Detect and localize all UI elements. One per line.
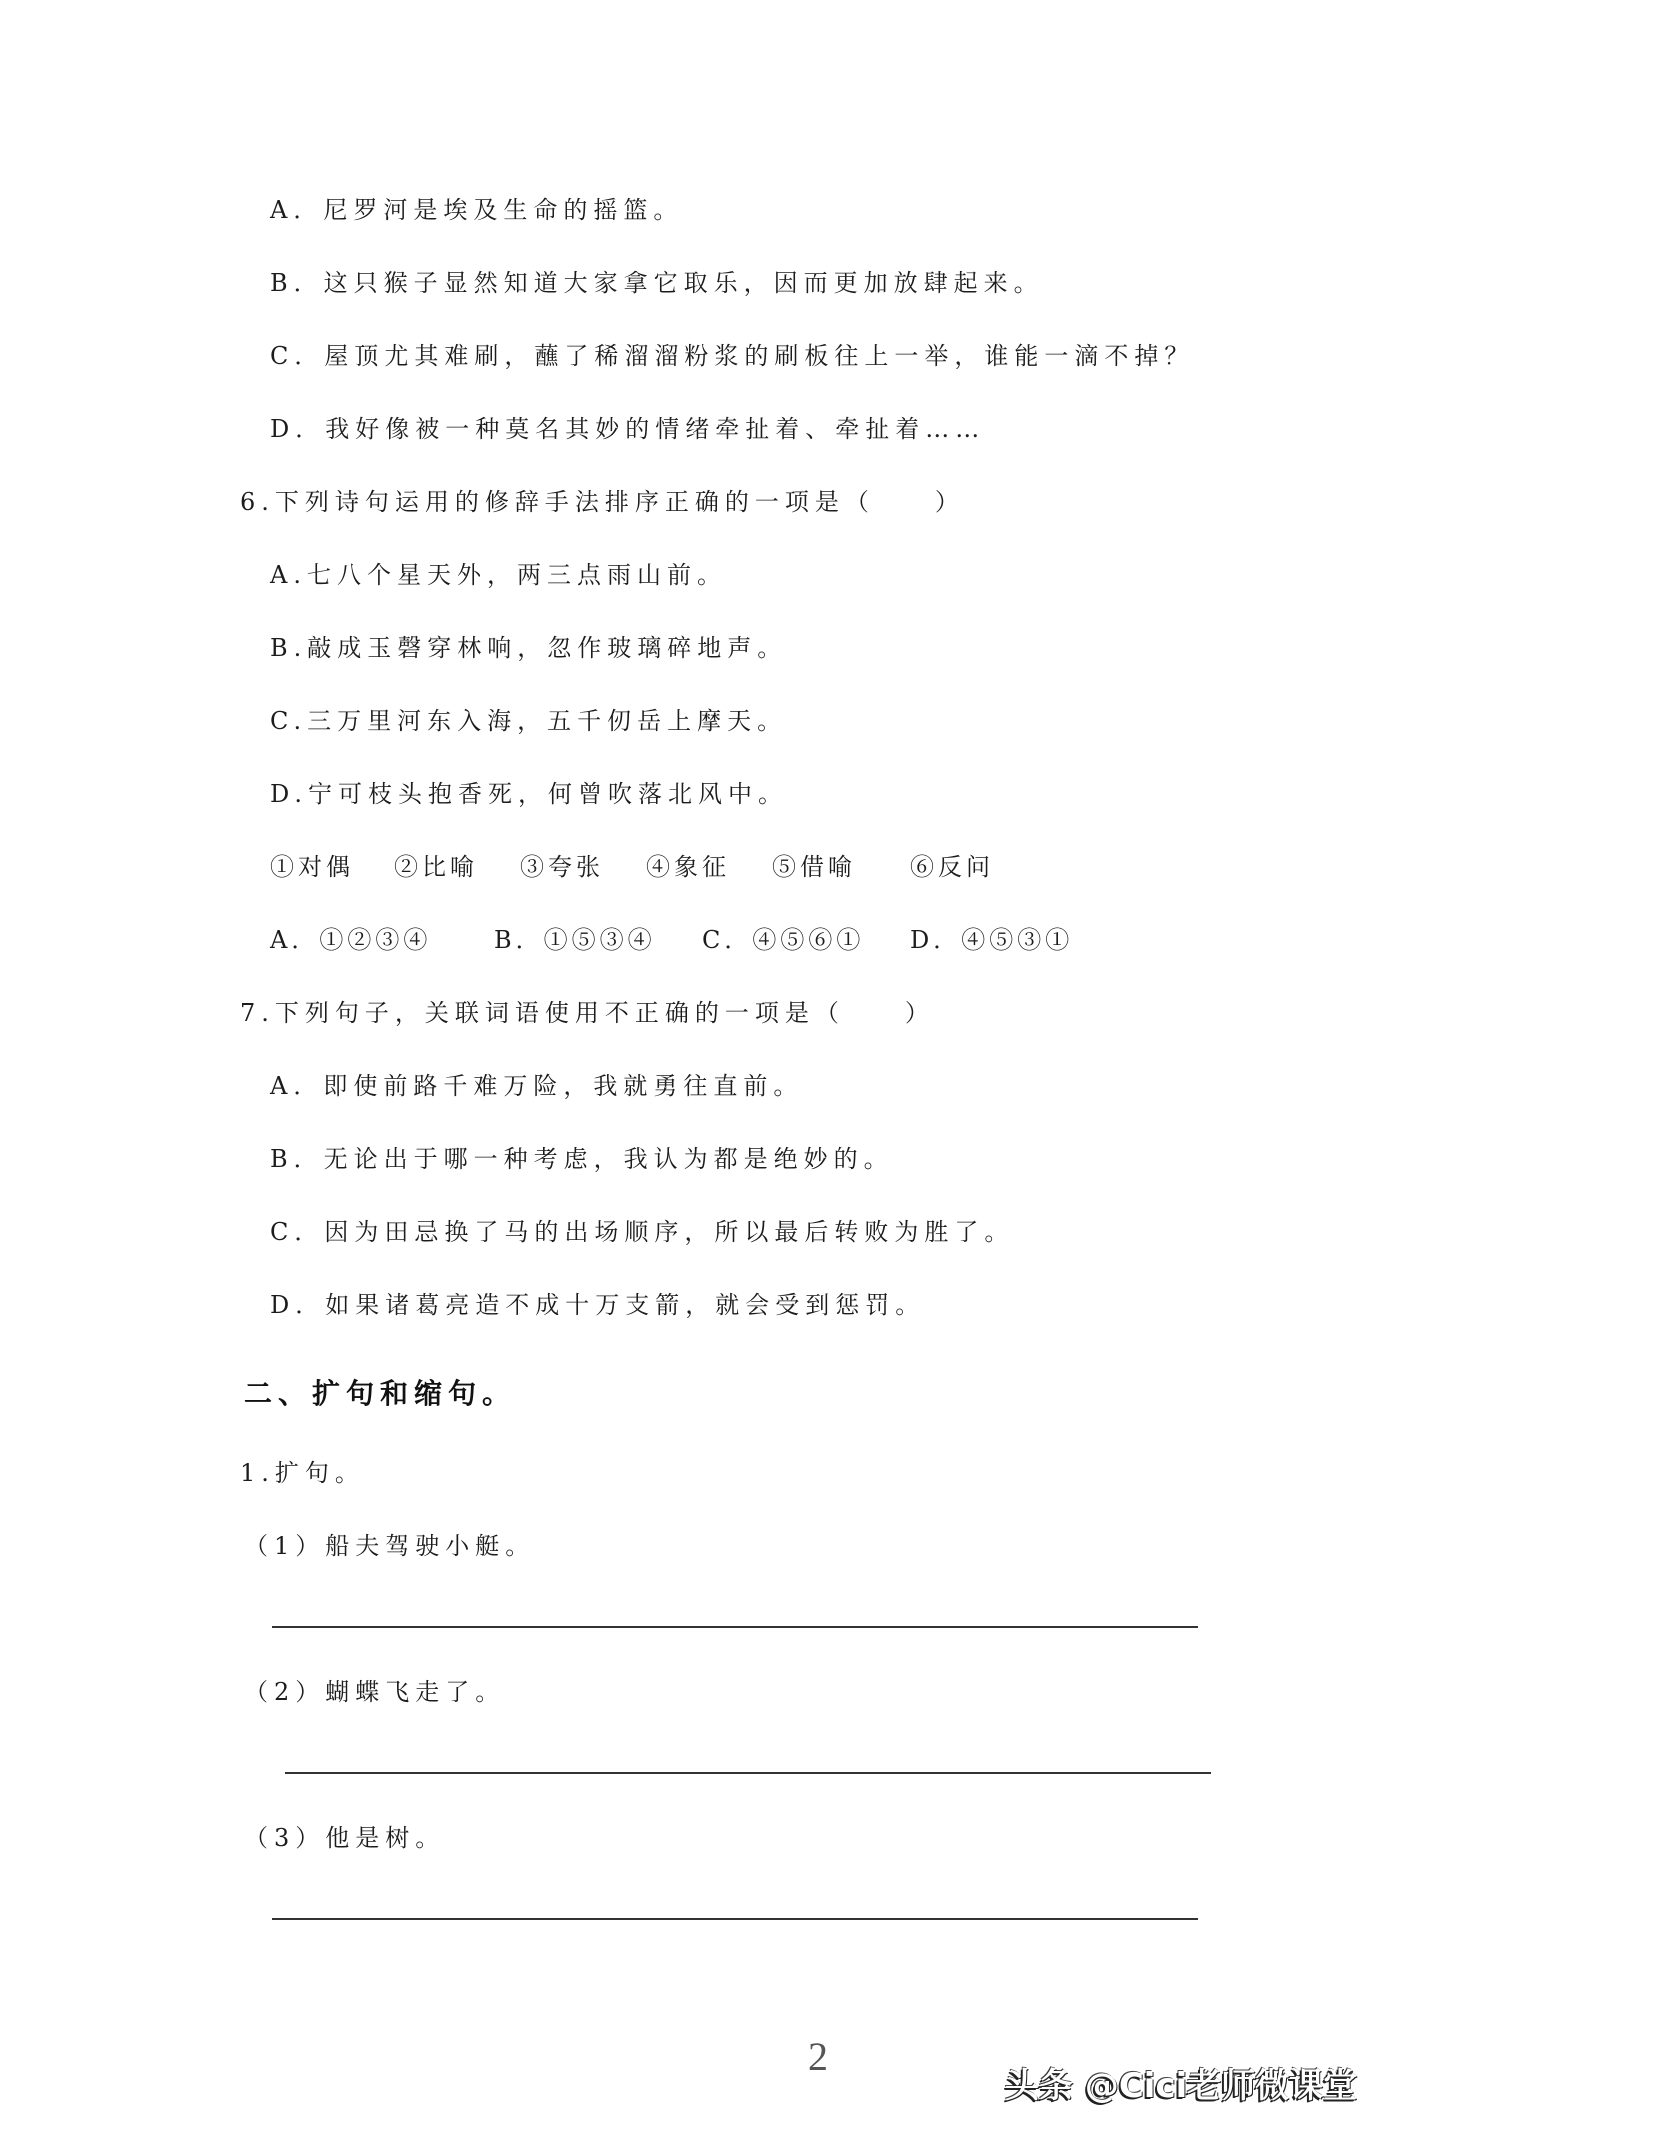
rhetoric-item: ⑤借喻 — [772, 853, 856, 881]
rhetoric-item: ③夸张 — [520, 853, 604, 881]
rhetoric-item: ①对偶 — [270, 853, 354, 881]
q6-option-c: C.三万里河东入海，五千仞岳上摩天。 — [270, 707, 788, 735]
section-heading: 二、扩句和缩句。 — [244, 1377, 517, 1410]
q7-option-a: A．即使前路千难万险，我就勇往直前。 — [270, 1072, 804, 1100]
answer-choice-a: A．①②③④ — [270, 926, 432, 954]
q5-option-d: D．我好像被一种莫名其妙的情绪牵扯着、牵扯着…… — [270, 415, 986, 443]
answer-line-1[interactable] — [272, 1626, 1198, 1628]
answer-choice-d: D．④⑤③① — [910, 926, 1074, 954]
q6-option-a: A.七八个星天外，两三点雨山前。 — [270, 561, 727, 589]
q6-option-b: B.敲成玉磬穿林响，忽作玻璃碎地声。 — [270, 634, 788, 662]
answer-choice-c: C．④⑤⑥① — [702, 926, 865, 954]
q5-option-b: B．这只猴子显然知道大家拿它取乐，因而更加放肆起来。 — [270, 269, 1044, 297]
q7-option-c: C．因为田忌换了马的出场顺序，所以最后转败为胜了。 — [270, 1218, 1015, 1246]
expand-item-3: （3）他是树。 — [244, 1824, 446, 1852]
q5-option-c: C．屋顶尤其难刷，蘸了稀溜溜粉浆的刷板往上一举，谁能一滴不掉？ — [270, 342, 1195, 370]
rhetoric-item: ②比喻 — [394, 853, 478, 881]
rhetoric-item: ④象征 — [646, 853, 730, 881]
q5-option-a: A．尼罗河是埃及生命的摇篮。 — [270, 196, 684, 224]
answer-choice-b: B．①⑤③④ — [494, 926, 656, 954]
q6-stem: 6.下列诗句运用的修辞手法排序正确的一项是（ ） — [240, 488, 965, 516]
page-number: 2 — [808, 2034, 828, 2079]
q7-option-b: B．无论出于哪一种考虑，我认为都是绝妙的。 — [270, 1145, 894, 1173]
q6-option-d: D.宁可枝头抱香死，何曾吹落北风中。 — [270, 780, 789, 808]
expand-item-2: （2）蝴蝶飞走了。 — [244, 1678, 506, 1706]
answer-line-3[interactable] — [272, 1918, 1198, 1920]
answer-line-2[interactable] — [285, 1772, 1211, 1774]
q7-option-d: D．如果诸葛亮造不成十万支箭，就会受到惩罚。 — [270, 1291, 926, 1319]
subsection-title: 1.扩句。 — [240, 1459, 365, 1487]
watermark: 头条 @Cici老师微课堂 — [1005, 2066, 1358, 2106]
q7-stem: 7.下列句子，关联词语使用不正确的一项是（ ） — [240, 999, 935, 1027]
rhetoric-item: ⑥反问 — [910, 853, 994, 881]
expand-item-1: （1）船夫驾驶小艇。 — [244, 1532, 536, 1560]
